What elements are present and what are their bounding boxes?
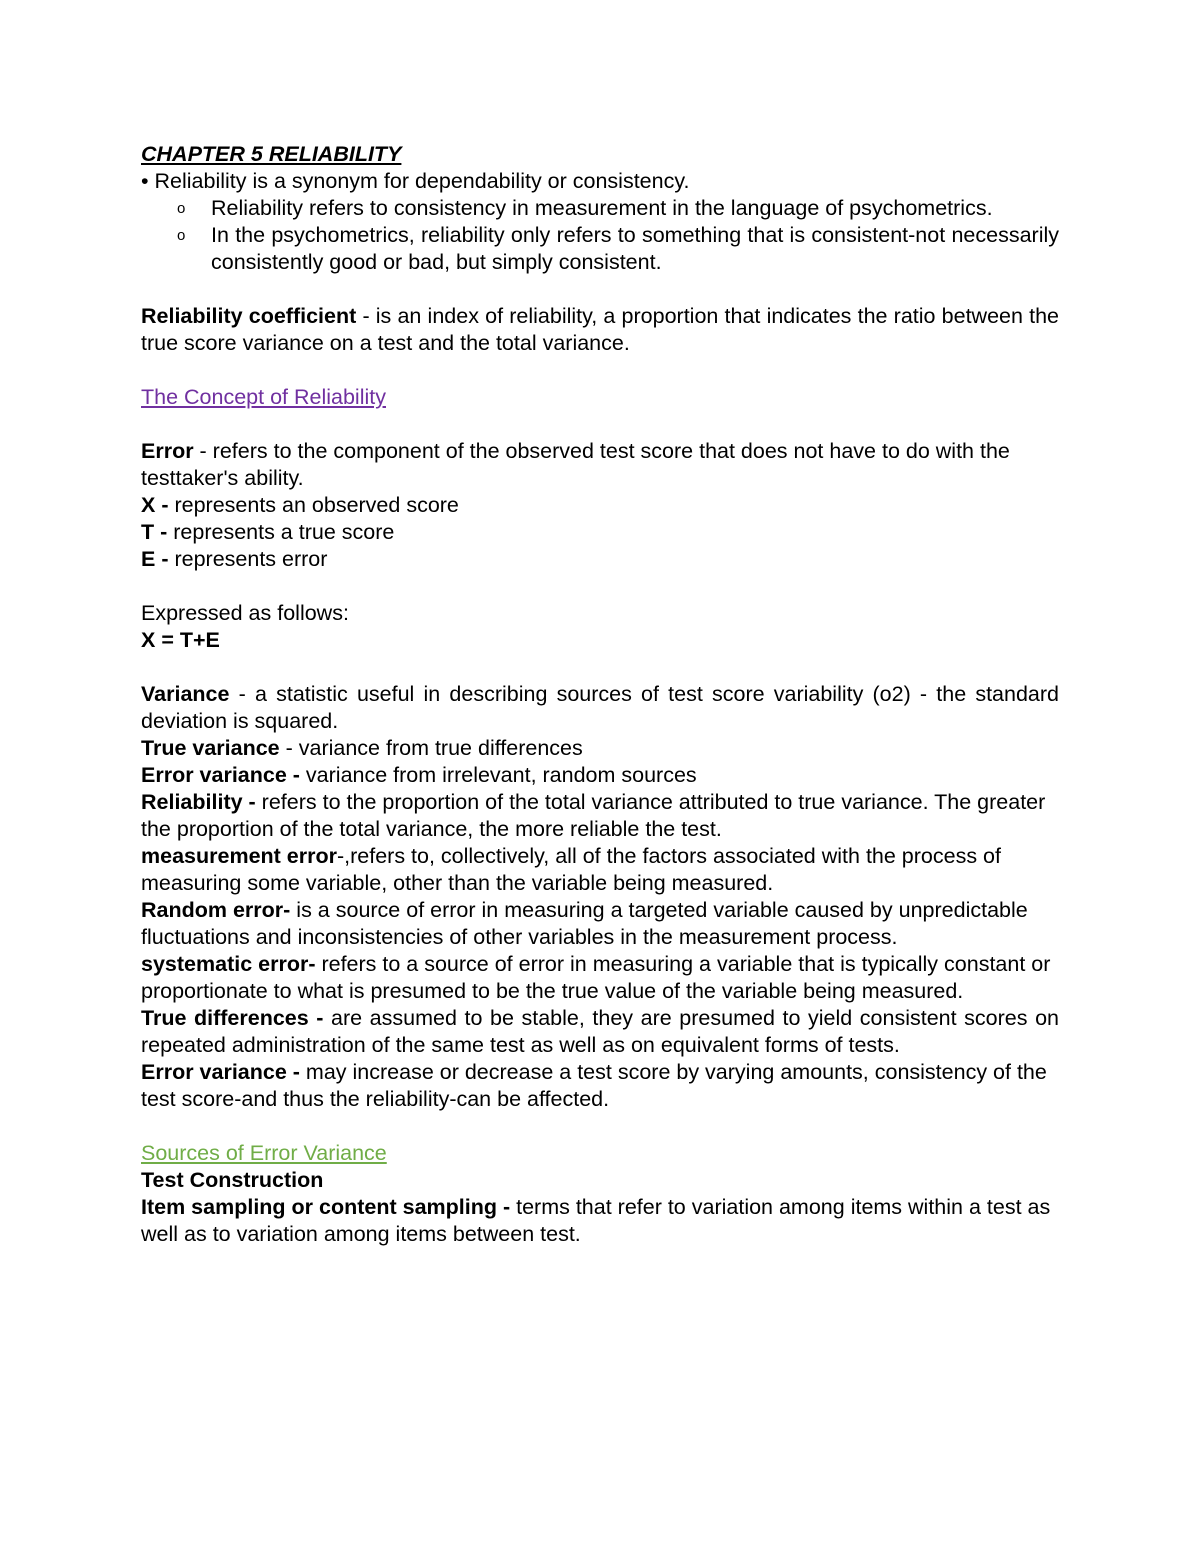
symbol-text: represents a true score: [167, 520, 395, 544]
definition-error: [141, 438, 1059, 492]
sub-bullet-list: [141, 195, 1059, 276]
definition-term: measurement error: [141, 844, 337, 868]
definition-reliability-coefficient: [141, 303, 1059, 357]
symbol-t: [141, 519, 1059, 546]
document-page: [141, 141, 1059, 1248]
sub-bullet-item: [141, 222, 1059, 276]
symbol-text: represents an observed score: [168, 493, 459, 517]
definition-text: - refers to the component of the observed test score that does not have to do with the testtaker's ability.: [141, 439, 1010, 490]
definition-term: Error: [141, 439, 194, 463]
definition-item-sampling: [141, 1194, 1059, 1248]
spacer: [141, 654, 1059, 681]
definition-true-variance: [141, 735, 1059, 762]
definition-term: Reliability coefficient: [141, 304, 357, 328]
definition-text: -,refers to, collectively, all of the factors associated with the process of measuring some variable, other than the variable being measured.: [141, 844, 1001, 895]
formula: X = T+E: [141, 628, 220, 652]
symbol-e: [141, 546, 1059, 573]
definition-text: refers to a source of error in measuring a variable that is typically constant or proportionate to what is presumed to be the true value of the variable being measured.: [141, 952, 1051, 1003]
definition-measurement-error: [141, 843, 1059, 897]
definition-text: - variance from true differences: [279, 736, 583, 760]
chapter-title: CHAPTER 5 RELIABILITY: [141, 142, 402, 166]
definition-term: Error variance -: [141, 1060, 300, 1084]
symbol-term: E -: [141, 547, 169, 571]
spacer: [141, 411, 1059, 438]
symbol-term: X -: [141, 493, 169, 517]
definition-text: may increase or decrease a test score by varying amounts, consistency of the test score-and thus the reliability-can be affected.: [141, 1060, 1047, 1111]
definition-term: Random error-: [141, 898, 291, 922]
expressed-label: Expressed as follows:: [141, 601, 349, 625]
spacer: [141, 1113, 1059, 1140]
definition-term: Variance: [141, 682, 230, 706]
section-heading-sources: Sources of Error Variance: [141, 1141, 387, 1165]
spacer: [141, 573, 1059, 600]
subheading-test-construction: Test Construction: [141, 1168, 324, 1192]
definition-variance: [141, 681, 1059, 735]
spacer: [141, 357, 1059, 384]
spacer: [141, 276, 1059, 303]
sub-bullet-text: Reliability refers to consistency in measurement in the language of psychometrics.: [211, 196, 993, 220]
definition-systematic-error: [141, 951, 1059, 1005]
symbol-x: [141, 492, 1059, 519]
definition-random-error: [141, 897, 1059, 951]
definition-text: refers to the proportion of the total variance attributed to true variance. The greater the proportion of the total variance, the more reliable the test.: [141, 790, 1046, 841]
intro-bullet: • Reliability is a synonym for dependability or consistency.: [141, 169, 690, 193]
definition-text: terms that refer to variation among items within a test as well as to variation among items between test.: [141, 1195, 1051, 1246]
definition-term: Item sampling or content sampling -: [141, 1195, 511, 1219]
definition-text: variance from irrelevant, random sources: [299, 763, 697, 787]
definition-term: True variance: [141, 736, 280, 760]
definition-term: Reliability -: [141, 790, 256, 814]
definition-error-variance-2: [141, 1059, 1059, 1113]
definition-true-differences: [141, 1005, 1059, 1059]
definition-error-variance: [141, 762, 1059, 789]
sub-bullet-text: In the psychometrics, reliability only refers to something that is consistent-not necessarily consistently good or bad, but simply consistent.: [211, 223, 1059, 274]
definition-term: True differences -: [141, 1006, 324, 1030]
circle-bullet-icon: o: [177, 227, 186, 244]
definition-text: are assumed to be stable, they are presumed to yield consistent scores on repeated administration of the same test as well as on equivalent forms of tests.: [141, 1006, 1059, 1057]
definition-text: - a statistic useful in describing sources of test score variability (o2) - the standard deviation is squared.: [141, 682, 1059, 733]
definition-term: Error variance -: [141, 763, 300, 787]
definition-reliability: [141, 789, 1059, 843]
definition-term: systematic error-: [141, 952, 316, 976]
sub-bullet-item: [141, 195, 1059, 222]
symbol-text: represents error: [168, 547, 328, 571]
symbol-term: T -: [141, 520, 168, 544]
definition-text: - is an index of reliability, a proportion that indicates the ratio between the true score variance on a test and the total variance.: [141, 304, 1059, 355]
definition-text: is a source of error in measuring a targeted variable caused by unpredictable fluctuations and inconsistencies of other variables in the measurement process.: [141, 898, 1028, 949]
circle-bullet-icon: o: [177, 200, 186, 217]
section-heading-concept: The Concept of Reliability: [141, 385, 386, 409]
